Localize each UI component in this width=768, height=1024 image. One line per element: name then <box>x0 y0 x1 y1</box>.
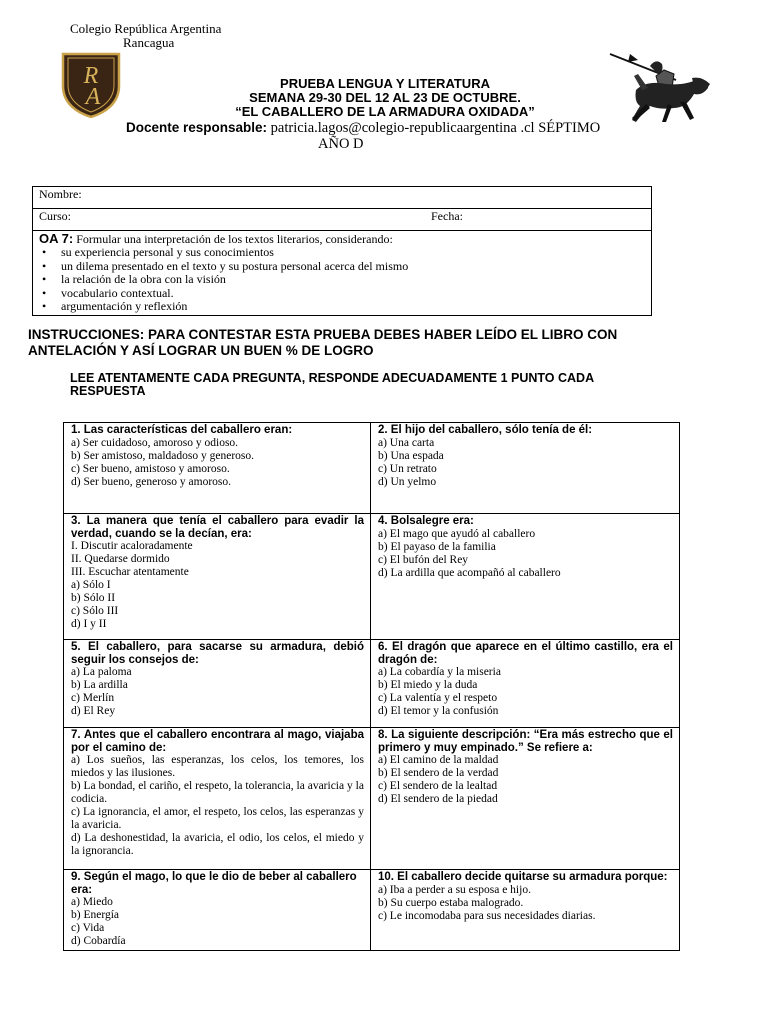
book-title: “EL CABALLERO DE LA ARMADURA OXIDADA” <box>235 104 535 119</box>
answer-option[interactable]: III. Escuchar atentamente <box>71 566 189 578</box>
question-10 <box>371 870 680 951</box>
answer-option[interactable]: b) Ser amistoso, maldadoso y generoso. <box>71 449 255 462</box>
test-dates: SEMANA 29-30 DEL 12 AL 23 DE OCTUBRE. <box>249 90 521 105</box>
answer-option[interactable]: c) Le incomodaba para sus necesidades diarias. <box>378 909 596 922</box>
student-info-table <box>32 186 652 316</box>
answer-option[interactable]: d) Ser bueno, generoso y amoroso. <box>71 475 232 488</box>
oa-list <box>39 246 645 314</box>
question-5 <box>64 640 371 728</box>
course-level: AÑO D <box>318 136 364 152</box>
oa-item: • argumentación y reflexión <box>61 300 645 314</box>
question-options <box>378 666 673 718</box>
answer-option[interactable]: a) Ser cuidadoso, amoroso y odioso. <box>71 436 239 449</box>
answer-option[interactable]: b) Sólo II <box>71 592 116 604</box>
question-options <box>378 884 673 923</box>
answer-option[interactable]: a) Miedo <box>71 896 113 908</box>
question-text: 8. La siguiente descripción: “Era más estrecho que el primero y muy empinado.” Se refiere a: <box>378 729 673 754</box>
answer-option[interactable]: c) La ignorancia, el amor, el respeto, los celos, las esperanzas y la avaricia. <box>71 806 364 831</box>
question-options <box>71 754 364 858</box>
answer-option[interactable]: c) La valentía y el respeto <box>378 692 498 704</box>
answer-option[interactable]: c) Sólo III <box>71 605 119 617</box>
svg-text:R: R <box>83 63 99 89</box>
docente-line <box>126 120 600 137</box>
answer-option[interactable]: a) Los sueños, las esperanzas, los celos, los temores, los miedos y las ilusiones. <box>71 754 364 779</box>
answer-option[interactable]: a) El camino de la maldad <box>378 754 499 766</box>
question-8 <box>371 728 680 870</box>
answer-option[interactable]: b) El sendero de la verdad <box>378 767 499 779</box>
question-3 <box>64 514 371 640</box>
question-1 <box>64 423 371 514</box>
oa-item: • un dilema presentado en el texto y su postura personal acerca del mismo <box>61 260 645 274</box>
docente-email: patricia.lagos@colegio-republicaargentina .cl SÉPTIMO <box>270 120 601 136</box>
question-options <box>71 896 364 948</box>
answer-option[interactable]: a) Sólo I <box>71 579 111 591</box>
oa-text: Formular una interpretación de los textos literarios, considerando: <box>76 232 393 246</box>
test-title: PRUEBA LENGUA Y LITERATURA <box>280 76 490 91</box>
answer-option[interactable]: a) La paloma <box>71 666 132 678</box>
answer-option[interactable]: d) La ardilla que acompañó al caballero <box>378 566 561 579</box>
curso-label: Curso: <box>39 209 72 223</box>
oa-item: • la relación de la obra con la visión <box>61 273 645 287</box>
answer-option[interactable]: d) El sendero de la piedad <box>378 793 498 805</box>
fecha-field[interactable] <box>425 209 652 231</box>
answer-option[interactable]: b) Una espada <box>378 449 444 462</box>
question-options <box>71 666 364 718</box>
question-options <box>71 437 364 489</box>
sub-instructions: LEE ATENTAMENTE CADA PREGUNTA, RESPONDE ADECUADAMENTE 1 PUNTO CADA RESPUESTA <box>70 371 594 398</box>
question-2 <box>371 423 680 514</box>
school-crest-logo <box>60 50 122 118</box>
question-options <box>378 528 673 580</box>
answer-option[interactable]: d) El Rey <box>71 705 116 717</box>
question-text: 6. El dragón que aparece en el último castillo, era el dragón de: <box>378 641 673 666</box>
nombre-field[interactable] <box>33 187 652 209</box>
question-options <box>71 540 364 631</box>
answer-option[interactable]: a) Iba a perder a su esposa e hijo. <box>378 883 531 896</box>
answer-option[interactable]: b) Su cuerpo estaba malogrado. <box>378 896 524 909</box>
docente-label: Docente responsable: <box>126 120 268 135</box>
question-6 <box>371 640 680 728</box>
answer-option[interactable]: a) Una carta <box>378 436 435 449</box>
question-options <box>378 437 673 489</box>
answer-option[interactable]: c) Ser bueno, amistoso y amoroso. <box>71 462 230 475</box>
answer-option[interactable]: b) La ardilla <box>71 679 128 691</box>
curso-field[interactable] <box>33 209 426 231</box>
answer-option[interactable]: a) La cobardía y la miseria <box>378 666 501 678</box>
answer-option[interactable]: c) Un retrato <box>378 462 437 475</box>
answer-option[interactable]: d) La deshonestidad, la avaricia, el odio, los celos, el miedo y la ignorancia. <box>71 832 364 857</box>
question-4 <box>371 514 680 640</box>
answer-option[interactable]: I. Discutir acaloradamente <box>71 540 193 552</box>
answer-option[interactable]: c) Merlín <box>71 692 115 704</box>
answer-option[interactable]: a) El mago que ayudó al caballero <box>378 527 536 540</box>
answer-option[interactable]: II. Quedarse dormido <box>71 553 170 565</box>
answer-option[interactable]: d) Un yelmo <box>378 475 437 488</box>
answer-option[interactable]: b) El miedo y la duda <box>378 679 478 691</box>
answer-option[interactable]: b) El payaso de la familia <box>378 540 496 553</box>
answer-option[interactable]: d) El temor y la confusión <box>378 705 499 717</box>
answer-option[interactable]: d) Cobardía <box>71 935 126 947</box>
school-city: Rancagua <box>123 35 175 50</box>
answer-option[interactable]: c) El sendero de la lealtad <box>378 780 498 792</box>
question-9 <box>64 870 371 951</box>
fecha-label: Fecha: <box>431 209 463 223</box>
nombre-label: Nombre: <box>39 187 82 201</box>
answer-option[interactable]: c) Vida <box>71 922 105 934</box>
svg-text:A: A <box>85 84 101 110</box>
question-options <box>378 754 673 806</box>
school-name-block <box>70 22 221 50</box>
question-text: 1. Las características del caballero eran: <box>71 424 293 436</box>
question-text: 4. Bolsalegre era: <box>378 515 474 527</box>
school-name: Colegio República Argentina <box>70 21 222 36</box>
oa-label: OA 7: <box>39 231 74 246</box>
oa-item: • su experiencia personal y sus conocimientos <box>61 246 645 260</box>
answer-option[interactable]: c) El bufón del Rey <box>378 553 469 566</box>
instructions: INSTRUCCIONES: PARA CONTESTAR ESTA PRUEBA DEBES HABER LEÍDO EL LIBRO CON ANTELACIÓN Y ASÍ LOGRAR UN BUEN % DE LOGRO <box>28 327 618 358</box>
oa-item: • vocabulario contextual. <box>61 287 645 301</box>
question-text: 3. La manera que tenía el caballero para evadir la verdad, cuando se la decían, era: <box>71 515 364 540</box>
question-text: 7. Antes que el caballero encontrara al mago, viajaba por el camino de: <box>71 729 364 754</box>
questions-table <box>63 422 680 951</box>
answer-option[interactable]: d) I y II <box>71 618 107 630</box>
learning-objective <box>33 231 652 316</box>
question-text: 2. El hijo del caballero, sólo tenía de él: <box>378 424 593 436</box>
answer-option[interactable]: b) La bondad, el cariño, el respeto, la tolerancia, la avaricia y la codicia. <box>71 780 364 805</box>
question-text: 10. El caballero decide quitarse su armadura porque: <box>378 871 668 883</box>
answer-option[interactable]: b) Energía <box>71 909 120 921</box>
knight-on-horse-icon <box>606 50 714 126</box>
question-7 <box>64 728 371 870</box>
question-text: 9. Según el mago, lo que le dio de beber al caballero era: <box>71 871 357 896</box>
question-text: 5. El caballero, para sacarse su armadura, debió seguir los consejos de: <box>71 641 364 666</box>
